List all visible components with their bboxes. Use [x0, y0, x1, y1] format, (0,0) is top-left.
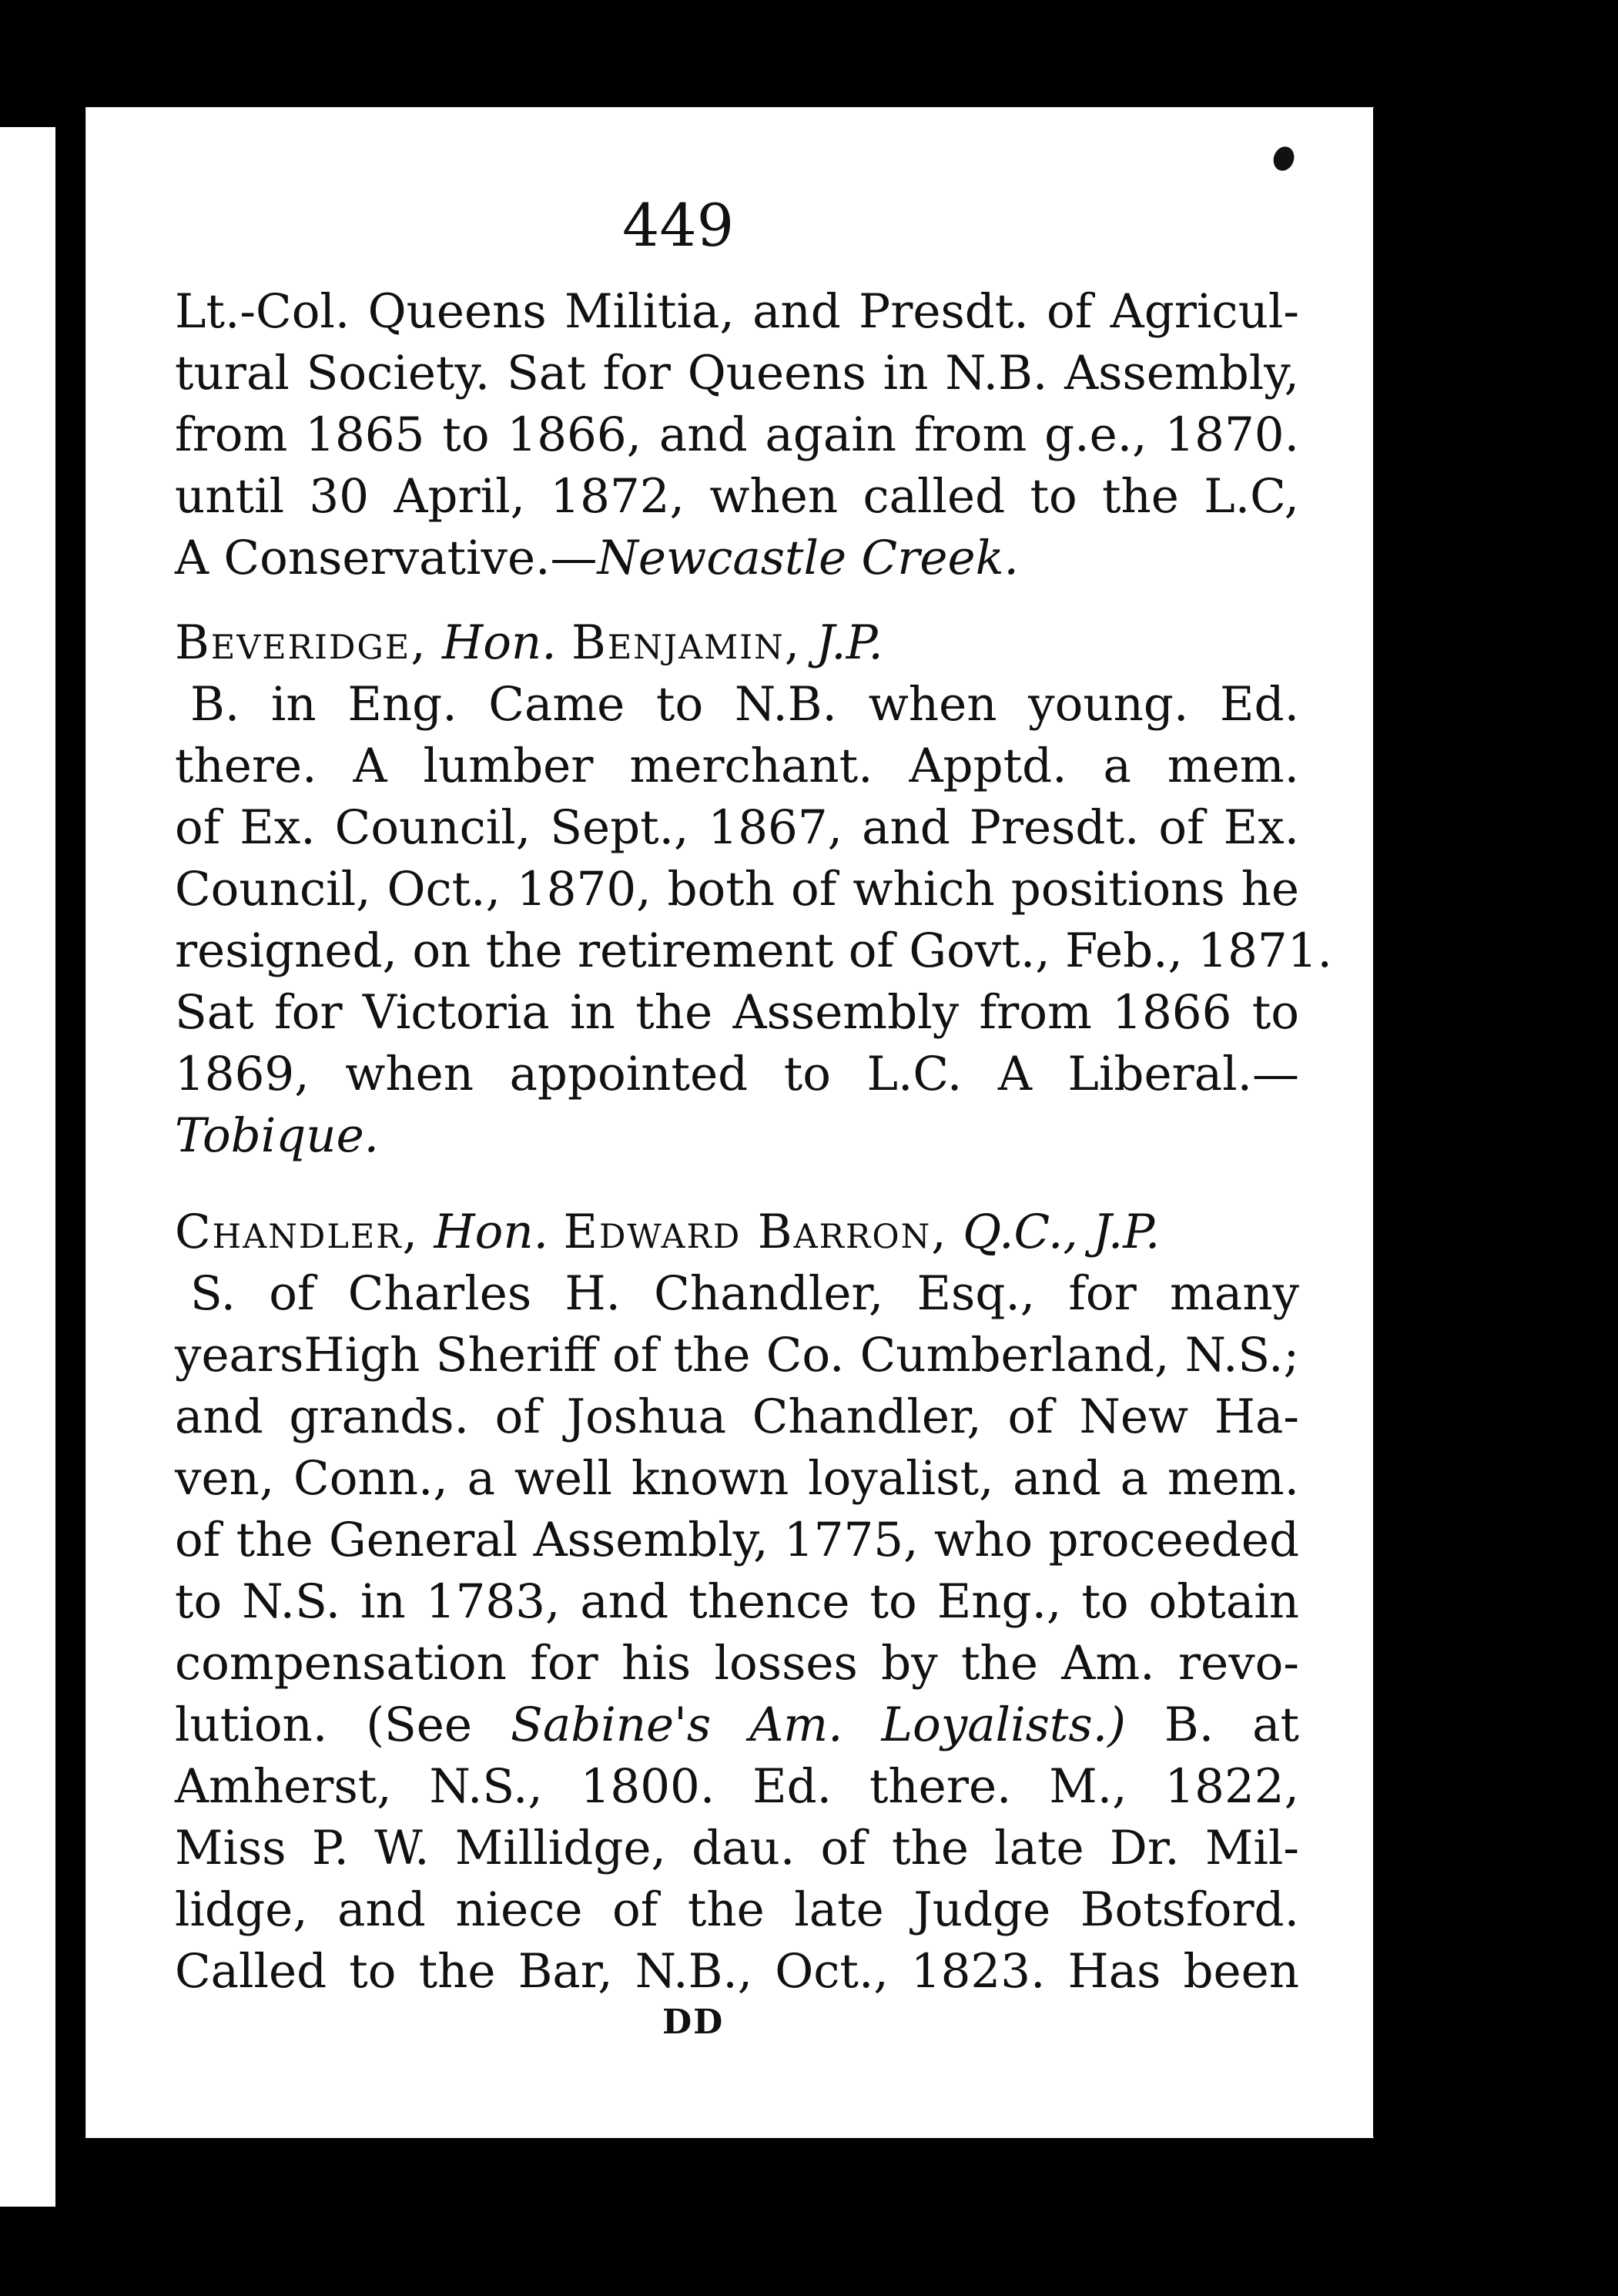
text-line: 1869, when appointed to L.C. A Liberal.— — [175, 1047, 1299, 1101]
text-line: of the General Assembly, 1775, who proceeded — [175, 1513, 1299, 1567]
text-line: Council, Oct., 1870, both of which positions he — [175, 862, 1299, 917]
place-name: Newcastle Creek. — [597, 531, 1019, 585]
title-suffix: Q.C., J.P. — [963, 1205, 1161, 1259]
text-line: resigned, on the retirement of Govt., Feb., 1871. — [175, 923, 1332, 978]
text-line: Lt.-Col. Queens Militia, and Presdt. of Agricul- — [175, 284, 1299, 339]
text-line: compensation for his losses by the Am. revo- — [175, 1636, 1299, 1691]
entry-chandler — [175, 1202, 1299, 2003]
text-line: until 30 April, 1872, when called to the L.C, — [175, 469, 1299, 524]
title-suffix: J.P. — [816, 615, 883, 670]
text-line: lidge, and niece of the late Judge Botsford. — [175, 1882, 1299, 1937]
text-fragment: A Conservative.— — [175, 531, 598, 585]
ink-spot — [1270, 144, 1297, 174]
surname: Beveridge, — [175, 615, 427, 670]
text-line: tural Society. Sat for Queens in N.B. Assembly, — [175, 346, 1299, 401]
text-line: B. in Eng. Came to N.B. when young. Ed. — [190, 677, 1299, 732]
signature-mark: DD — [662, 2003, 725, 2042]
text-line: to N.S. in 1783, and thence to Eng., to obtain — [175, 1574, 1299, 1629]
entry-continued — [175, 281, 1299, 589]
text-line: ven, Conn., a well known loyalist, and a mem. — [175, 1451, 1299, 1506]
entry-heading — [175, 612, 1299, 674]
text-line: S. of Charles H. Chandler, Esq., for many — [190, 1266, 1299, 1321]
honorific: Hon. — [442, 615, 557, 670]
given-name: Benjamin, — [571, 615, 802, 670]
given-name: Edward Barron, — [563, 1205, 948, 1259]
text-line: Miss P. W. Millidge, dau. of the late Dr. Mil- — [175, 1821, 1299, 1875]
text-line: Called to the Bar, N.B., Oct., 1823. Has been — [175, 1944, 1299, 1999]
entry-heading — [175, 1202, 1299, 1263]
surname: Chandler, — [175, 1205, 420, 1259]
text-line: Sat for Victoria in the Assembly from 1866 to — [175, 985, 1299, 1040]
text-line — [175, 528, 1299, 589]
page-number: 449 — [622, 191, 735, 260]
book-page — [86, 108, 1373, 2137]
text-line: there. A lumber merchant. Apptd. a mem. — [175, 739, 1299, 793]
text-line: Amherst, N.S., 1800. Ed. there. M., 1822, — [175, 1759, 1299, 1814]
text-line: yearsHigh Sheriff of the Co. Cumberland, N.S.; — [175, 1328, 1299, 1383]
entry-beveridge — [175, 612, 1332, 1167]
book-reference: Sabine's Am. Loyalists.) — [511, 1698, 1126, 1752]
text-fragment: lution. (See — [175, 1698, 473, 1752]
page-edge-strip — [0, 127, 55, 2207]
text-line: of Ex. Council, Sept., 1867, and Presdt. of Ex. — [175, 800, 1299, 855]
text-fragment: B. at — [1164, 1698, 1300, 1752]
honorific: Hon. — [434, 1205, 549, 1259]
page-fold-edge — [1373, 108, 1381, 2137]
text-line — [175, 1694, 1299, 1756]
text-line: and grands. of Joshua Chandler, of New Ha- — [175, 1389, 1299, 1444]
text-line: from 1865 to 1866, and again from g.e., 1870. — [175, 407, 1299, 462]
place-name: Tobique. — [175, 1108, 380, 1163]
